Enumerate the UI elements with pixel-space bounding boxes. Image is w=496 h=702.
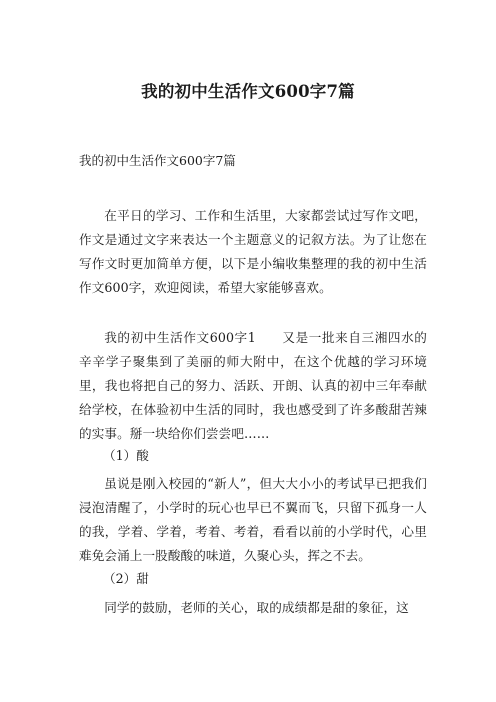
document-title: 我的初中生活作文600字7篇 [141,82,355,101]
essay-1-text: 又是一批来自三湘四水的辛辛学子聚集到了美丽的师大附中，在这个优越的学习环境里，我也将把自己的努力、活跃、开朗、认真的初中三年奉献给学校，在体验初中生活的同时，我也感受到了许多酸甜苦辣的实事。掰一块给你们尝尝吧…… [79,330,427,441]
section-heading-sweet: （2）甜 [103,571,149,586]
essay-1-paragraph [79,326,427,446]
sweet-paragraph: 同学的鼓励，老师的关心，取的成绩都是甜的象征，这 [104,600,409,615]
intro-paragraph: 在平日的学习、工作和生活里，大家都尝试过写作文吧，作文是通过文字来表达一个主题意义的记叙方法。为了让您在写作文时更加简单方便，以下是小编收集整理的我的初中生活作文600字，欢迎阅读，希望大家能够喜欢。 [79,208,427,295]
document-subtitle: 我的初中生活作文600字7篇 [79,153,236,168]
section-heading-sour: （1）酸 [103,448,149,463]
essay-1-label: 我的初中生活作文600字1 [104,330,256,345]
sour-paragraph: 虽说是刚入校园的“新人”，但大大小小的考试早已把我们浸泡清醒了，小学时的玩心也早已不翼而飞，只留下孤身一人的我，学着、学着，考着、考着，看看以前的小学时代，心里难免会涌上一股酸酸的味道，久聚心头，挥之不去。 [79,476,427,563]
